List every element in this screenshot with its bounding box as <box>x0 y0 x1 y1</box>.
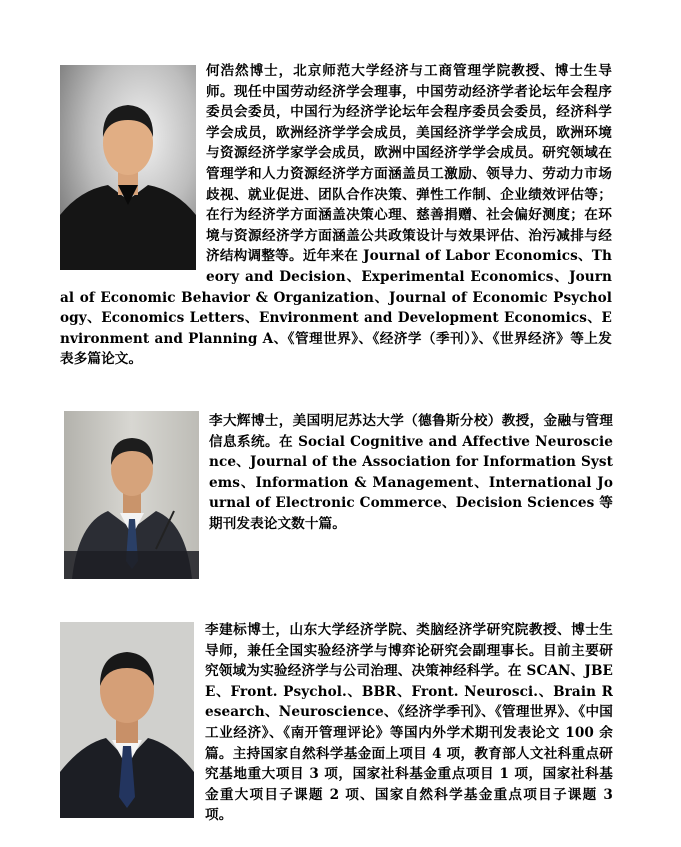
bio-text-1: 何浩然博士，北京师范大学经济与工商管理学院教授、博士生导师。现任中国劳动经济学会理事，中国劳动经济学者论坛年会程序委员会委员，中国行为经济学论坛年会程序委员会委员，经济科学学会成员，欧洲经济学学会成员，美国经济学学会成员，欧洲环境与资源经济学家学会成员，欧洲中国经济学学会成员。研究领域在管理学和人力资源经济学方面涵盖员工激励、领导力、劳动力市场歧视、就业促进、团队合作决策、弹性工作制、企业绩效评估等；在行为经济学方面涵盖决策心理、慈善捐赠、社会偏好测度；在环境与资源经济学方面涵盖公共政策设计与效果评估、治污减排与经济结构调整等。近年来在 Journal of Labor Economics、Theory and Decision、Experimental Economics、Journal of Economic Behavior & Organization、Journal of Economic Psychology、Economics Letters、Environment and Development Economics、Environment and Planning A、《管理世界》、《经济学（季刊）》、《世界经济》等上发表多篇论文。 <box>60 63 612 368</box>
profile-photo-3 <box>60 622 194 818</box>
profile-bio-3 <box>205 620 613 826</box>
profile-bio-2 <box>209 411 613 535</box>
portrait-image <box>64 411 199 579</box>
profile-bio-1 <box>60 61 612 370</box>
profile-photo-2 <box>64 411 199 579</box>
portrait-image <box>60 622 194 818</box>
photo-wrap-spacer <box>60 61 206 267</box>
bio-text-3: 李建标博士，山东大学经济学院、类脑经济学研究院教授、博士生导师，兼任全国实验经济学与博弈论研究会副理事长。目前主要研究领域为实验经济学与公司治理、决策神经科学。在 SCAN、JBEE、Front. Psychol.、BBR、Front. Neurosci.、Brain Research、Neuroscience、《经济学季刊》、《管理世界》、《中国工业经济》、《南开管理评论》等国内外学术期刊发表论文 100 余篇。主持国家自然科学基金面上项目 4 项，教育部人文社科重点研究基地重大项目 3 项，国家社科基金重点项目 1 项，国家社科基金重大项目子课题 2 项、国家自然科学基金重点项目子课题 3 项。 <box>205 622 613 824</box>
bio-text-2: 李大辉博士，美国明尼苏达大学（德鲁斯分校）教授，金融与管理信息系统。在 Social Cognitive and Affective Neuroscience、Journal of the Association for Information Systems、Information & Management、International Journal of Electronic Commerce、Decision Sciences 等期刊发表论文数十篇。 <box>209 413 613 532</box>
